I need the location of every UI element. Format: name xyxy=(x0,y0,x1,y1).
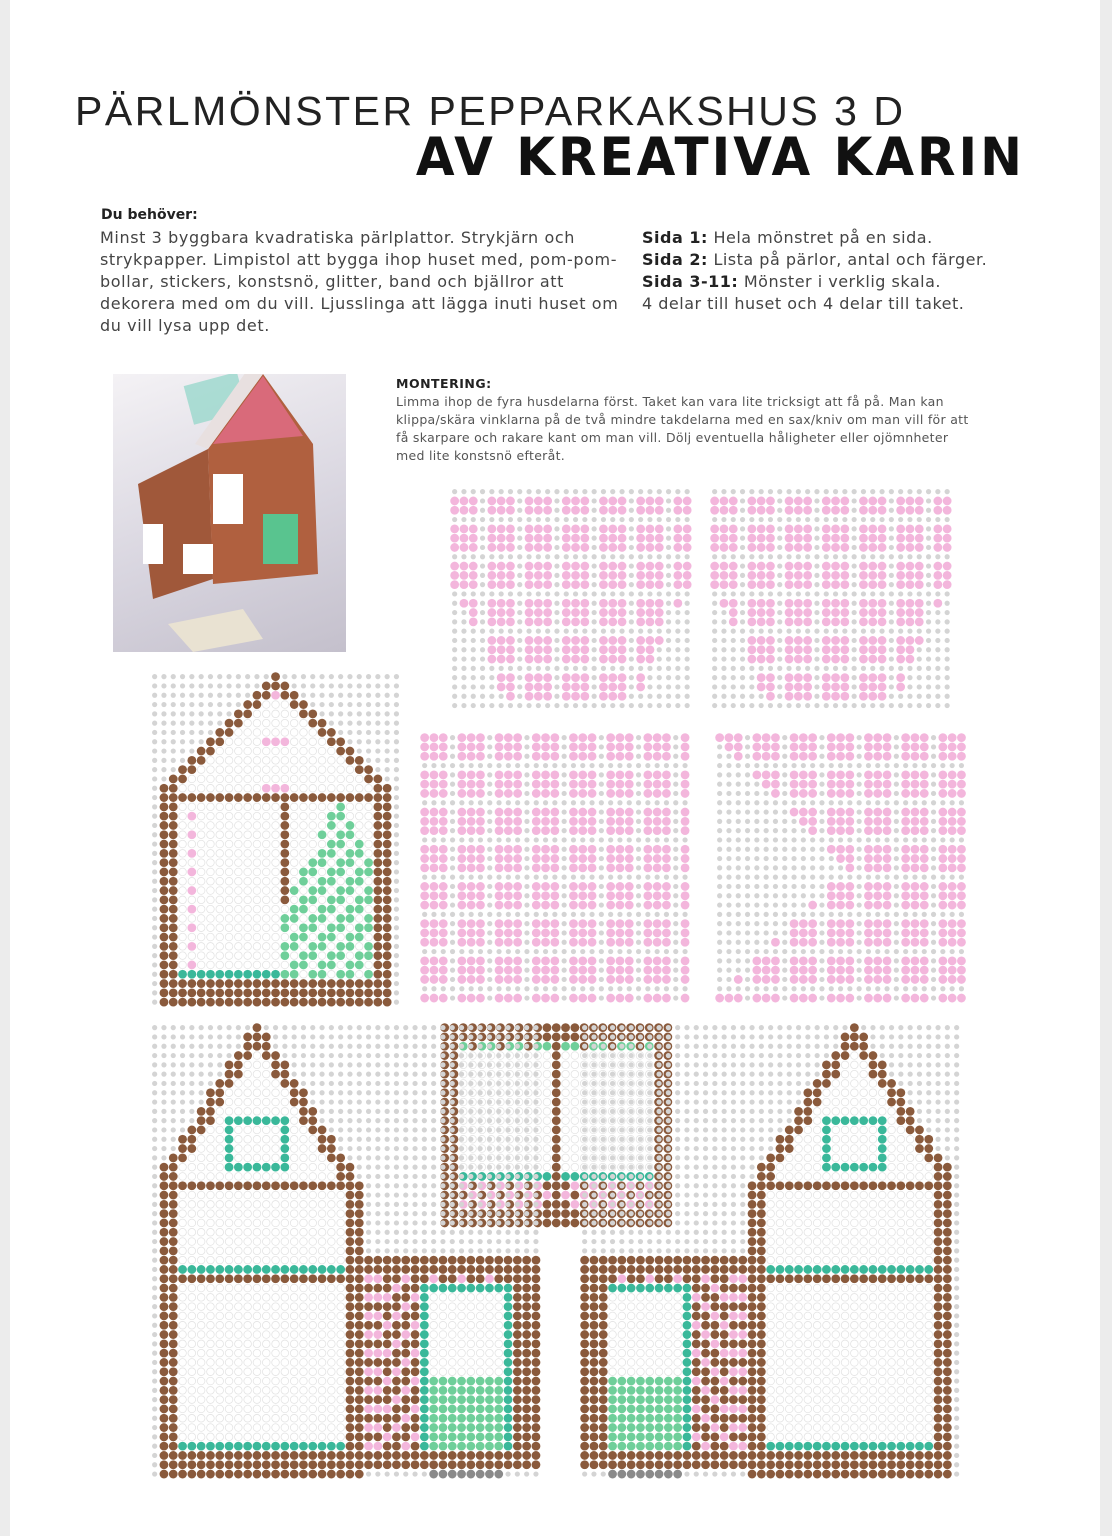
assembly-text: Limma ihop de fyra husdelarna först. Taket kan vara lite tricksigt att få på. Man kan klippa/skära vinklarna på de två mindre takdelarna med en sax/kniv om man vill för att få skarpare och rakare kant om man vill. Dölj eventuella håligheter eller ojömnheter med lite konstsnö efteråt. xyxy=(396,394,969,463)
roof-piece-1 xyxy=(450,489,691,708)
gable-side-left xyxy=(152,1023,540,1478)
needs-text: Minst 3 byggbara kvadratiska pärlplattor. Strykjärn och strykpapper. Limpistol att bygga ihop huset med, pom-pom-bollar, stickers, konstsnö, glitter, band och bjällror att dekorera med om du vill. Ljusslinga att lägga inuti huset om du vill lysa upp det. xyxy=(100,228,619,335)
page-subtitle: AV KREATIVA KARIN xyxy=(415,126,1025,188)
page-list-item: 4 delar till huset och 4 delar till taket. xyxy=(642,294,965,313)
gable-front xyxy=(152,672,399,1006)
page-list-item: Sida 2: Lista på pärlor, antal och färger. xyxy=(642,250,988,269)
needs-heading: Du behöver: xyxy=(101,207,198,223)
roof-piece-3 xyxy=(420,733,689,1002)
window-panel xyxy=(440,1023,672,1227)
roof-piece-2 xyxy=(710,489,951,708)
page-title: PÄRLMÖNSTER PEPPARKAKSHUS 3 D xyxy=(75,88,906,134)
roof-piece-4 xyxy=(715,733,966,1002)
page-list-item: Sida 3-11: Mönster i verklig skala. xyxy=(642,272,941,291)
page-list-item: Sida 1: Hela mönstret på en sida. xyxy=(642,228,933,247)
assembly-heading: MONTERING: xyxy=(396,376,492,391)
